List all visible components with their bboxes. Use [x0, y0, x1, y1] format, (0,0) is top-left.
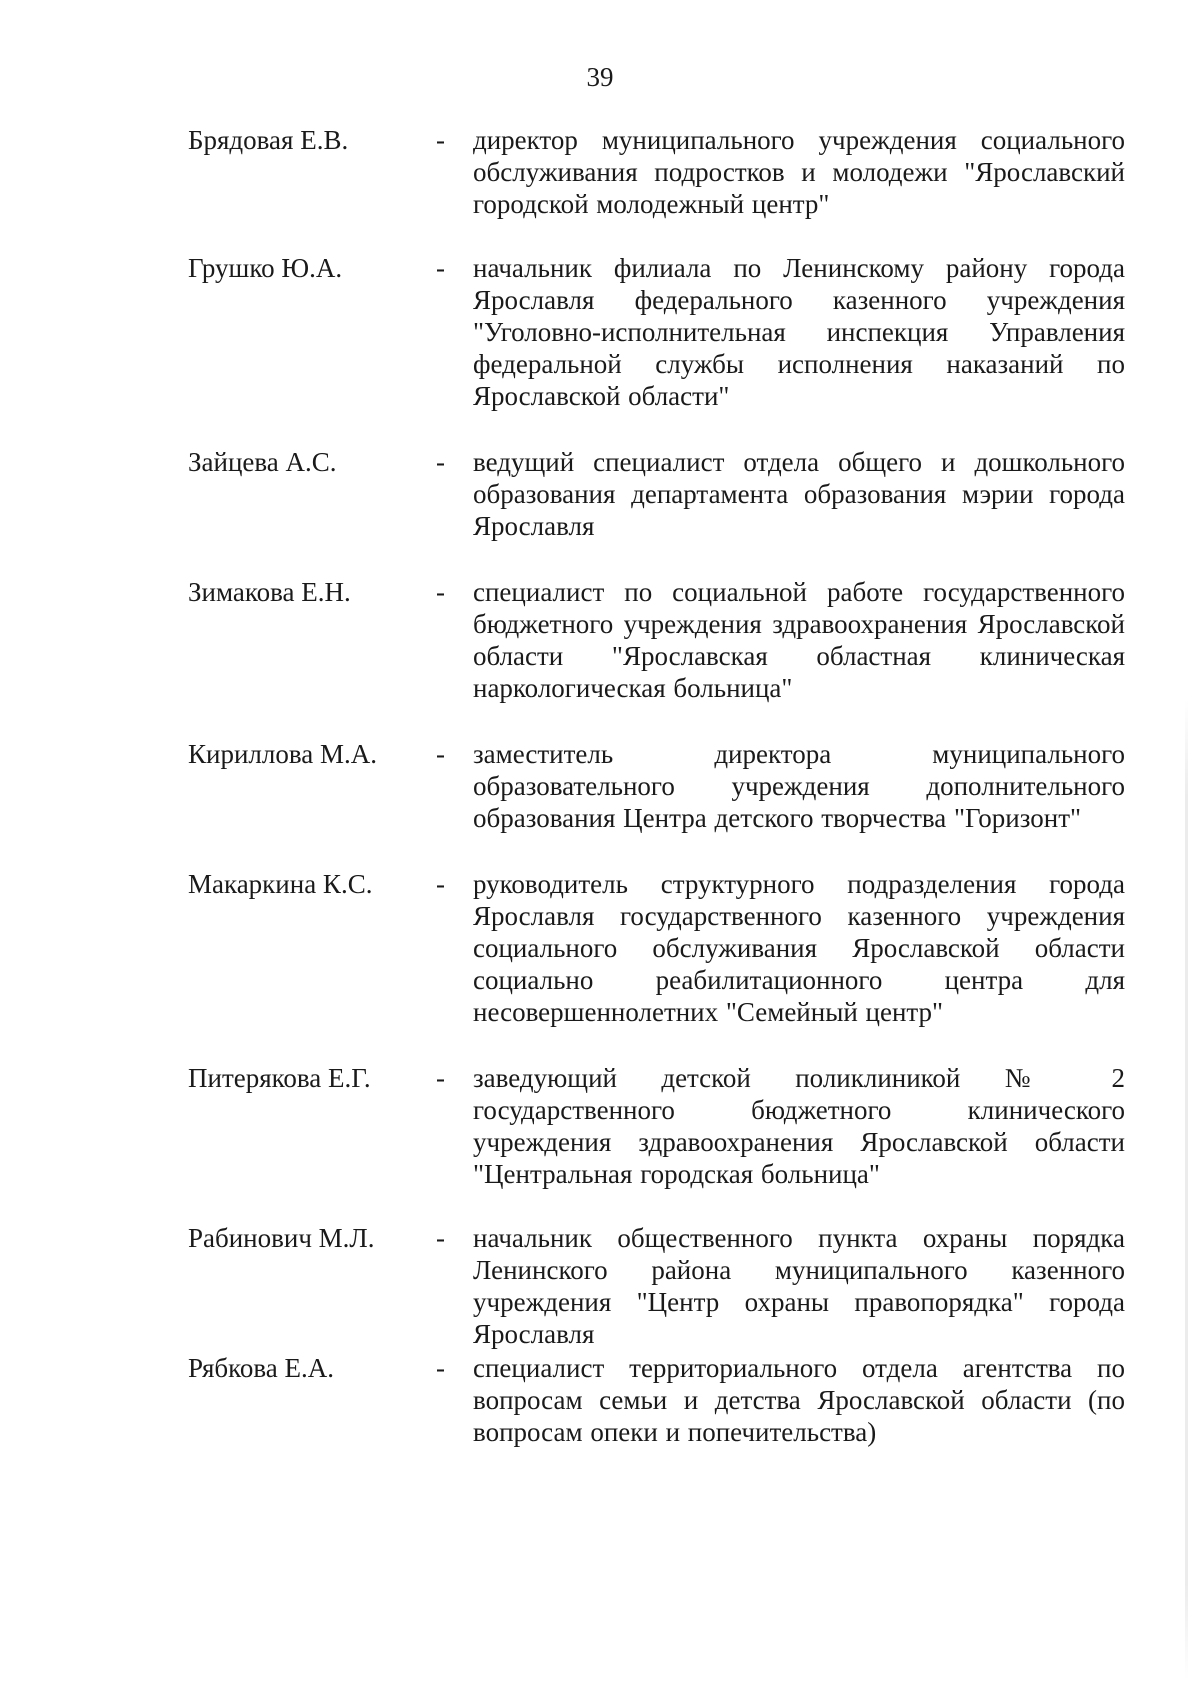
position-description: руководитель структурного подразделения города Ярославля государственного казенного учреждения социального обслуживания Ярославской области социально реабилитационного центра для несовершеннолетних "Семейный центр" [473, 869, 1125, 1027]
page-number: 39 [586, 62, 614, 92]
separator-dash: - [436, 1353, 445, 1383]
position-description: заместитель директора муниципального образовательного учреждения дополнительного образования Центра детского творчества "Горизонт" [473, 739, 1125, 833]
person-name: Питерякова Е.Г. [188, 1063, 371, 1093]
position-description: начальник общественного пункта охраны порядка Ленинского района муниципального казенного учреждения "Центр охраны правопорядка" города Ярославля [473, 1223, 1125, 1349]
separator-dash: - [436, 253, 445, 283]
separator-dash: - [436, 447, 445, 477]
position-description: ведущий специалист отдела общего и дошкольного образования департамента образования мэрии города Ярославля [473, 447, 1125, 541]
position-description: заведующий детской поликлиникой № 2 государственного бюджетного клинического учреждения здравоохранения Ярославской области "Центральная городская больница" [473, 1063, 1125, 1189]
person-name: Макаркина К.С. [188, 869, 373, 899]
separator-dash: - [436, 1223, 445, 1253]
person-name: Рябкова Е.А. [188, 1353, 335, 1383]
separator-dash: - [436, 869, 445, 899]
person-name: Кириллова М.А. [188, 739, 377, 769]
person-name: Брядовая Е.В. [188, 125, 349, 155]
separator-dash: - [436, 125, 445, 155]
person-name: Зимакова Е.Н. [188, 577, 351, 607]
position-description: специалист территориального отдела агентства по вопросам семьи и детства Ярославской области (по вопросам опеки и попечительства) [473, 1353, 1125, 1447]
person-name: Грушко Ю.А. [188, 253, 343, 283]
scan-edge-shadow [1185, 700, 1188, 1680]
person-name: Рабинович М.Л. [188, 1223, 375, 1253]
separator-dash: - [436, 1063, 445, 1093]
separator-dash: - [436, 739, 445, 769]
position-description: директор муниципального учреждения социального обслуживания подростков и молодежи "Ярославский городской молодежный центр" [473, 125, 1125, 219]
person-name: Зайцева А.С. [188, 447, 337, 477]
position-description: специалист по социальной работе государственного бюджетного учреждения здравоохранения Ярославской области "Ярославская областная клиническая наркологическая больница" [473, 577, 1125, 703]
separator-dash: - [436, 577, 445, 607]
position-description: начальник филиала по Ленинскому району города Ярославля федерального казенного учреждения "Уголовно-исполнительная инспекция Управления федеральной службы исполнения наказаний по Ярославской области" [473, 253, 1125, 411]
